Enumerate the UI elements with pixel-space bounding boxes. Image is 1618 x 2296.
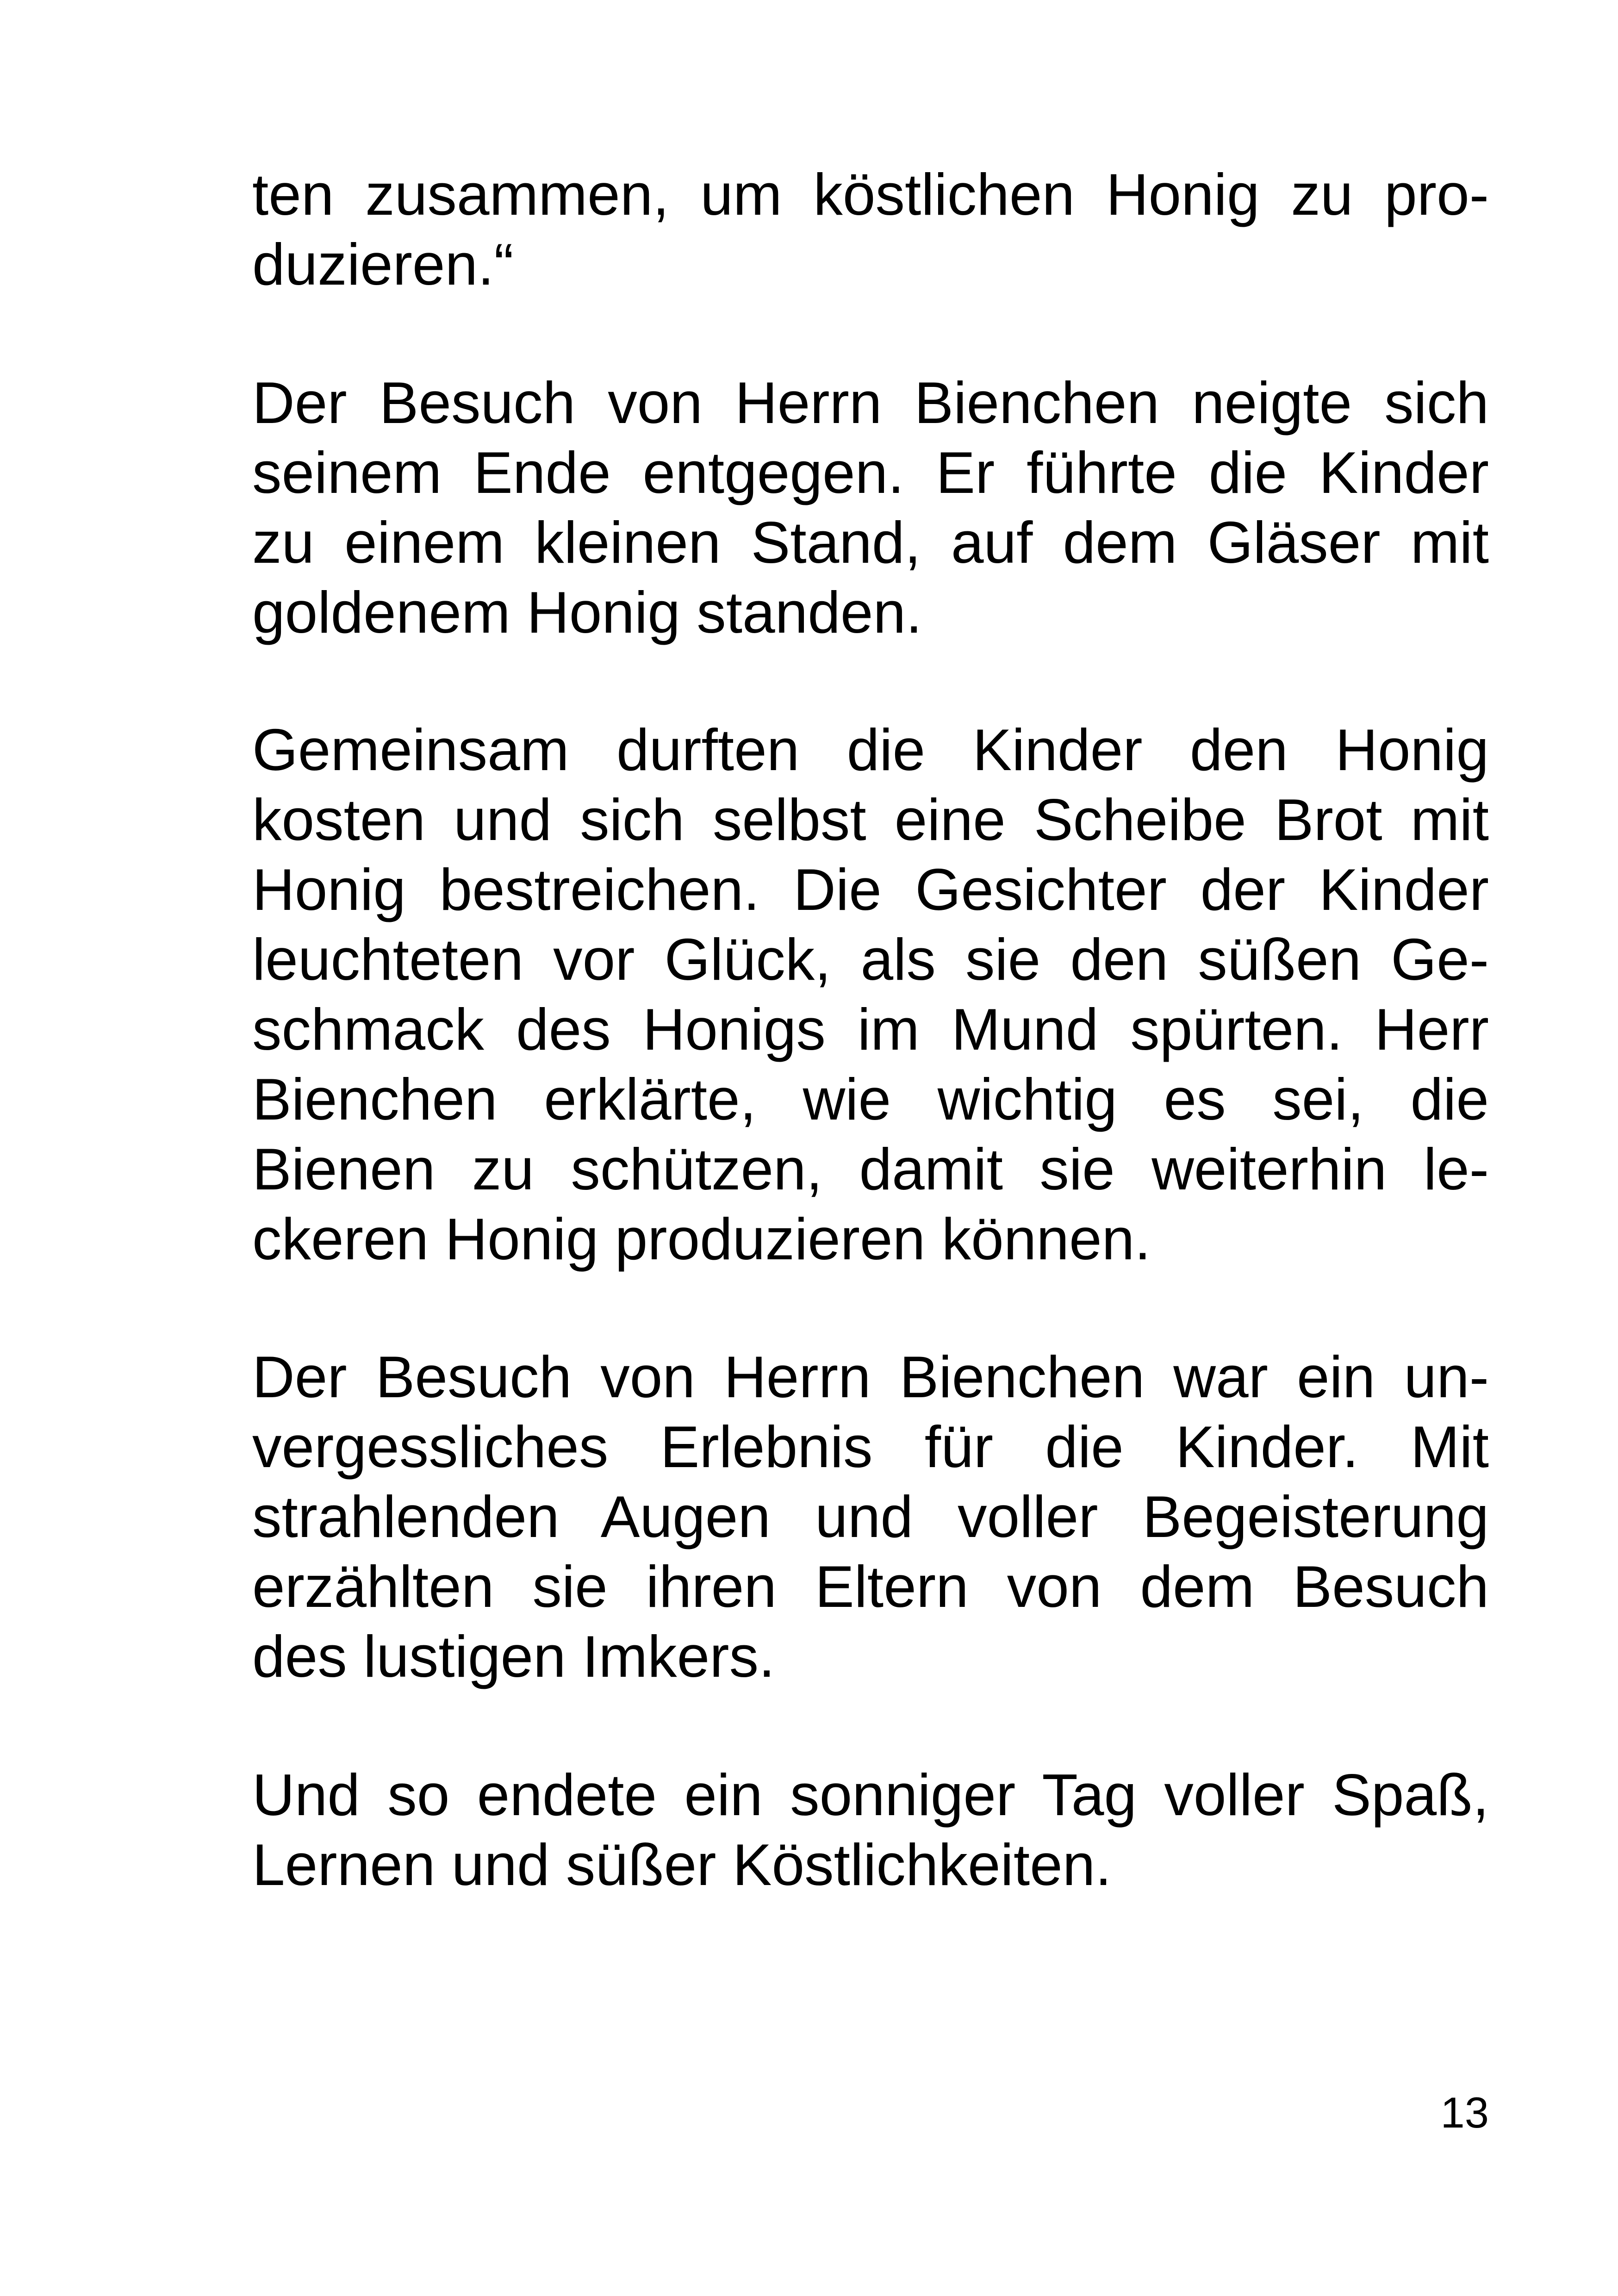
text-line: Der Besuch von Herrn Bienchen war ein un- xyxy=(252,1344,1489,1410)
text-line: Gemeinsam durften die Kinder den Honig xyxy=(252,717,1489,783)
paragraph-1 xyxy=(252,160,1489,299)
text-line: leuchteten vor Glück, als sie den süßen Ge- xyxy=(252,927,1489,992)
text-line: erzählten sie ihren Eltern von dem Besuch xyxy=(252,1554,1489,1619)
paragraph-4 xyxy=(252,1342,1489,1692)
paragraph-2 xyxy=(252,368,1489,647)
text-line: schmack des Honigs im Mund spürten. Herr xyxy=(252,996,1489,1062)
text-line: goldenem Honig standen. xyxy=(252,579,922,645)
paragraph-3 xyxy=(252,715,1489,1274)
text-line: ten zusammen, um köstlichen Honig zu pro- xyxy=(252,162,1489,227)
text-line: zu einem kleinen Stand, auf dem Gläser mit xyxy=(252,510,1489,575)
text-line: vergessliches Erlebnis für die Kinder. Mit xyxy=(252,1414,1489,1480)
text-line: kosten und sich selbst eine Scheibe Brot mit xyxy=(252,787,1489,852)
text-line: seinem Ende entgegen. Er führte die Kinder xyxy=(252,440,1489,505)
text-line: des lustigen Imkers. xyxy=(252,1624,775,1689)
page-number: 13 xyxy=(1440,2088,1489,2137)
text-line: ckeren Honig produzieren können. xyxy=(252,1206,1151,1272)
text-line: strahlenden Augen und voller Begeisterung xyxy=(252,1484,1489,1549)
text-line: Der Besuch von Herrn Bienchen neigte sich xyxy=(252,370,1489,436)
text-line: Lernen und süßer Köstlichkeiten. xyxy=(252,1832,1112,1898)
text-line: Bienen zu schützen, damit sie weiterhin le- xyxy=(252,1136,1489,1202)
text-line: duzieren.“ xyxy=(252,231,514,297)
text-line: Bienchen erklärte, wie wichtig es sei, die xyxy=(252,1066,1489,1132)
paragraph-5 xyxy=(252,1760,1489,1900)
text-line: Honig bestreichen. Die Gesichter der Kinder xyxy=(252,857,1489,922)
text-line: Und so endete ein sonniger Tag voller Spaß, xyxy=(252,1762,1489,1828)
